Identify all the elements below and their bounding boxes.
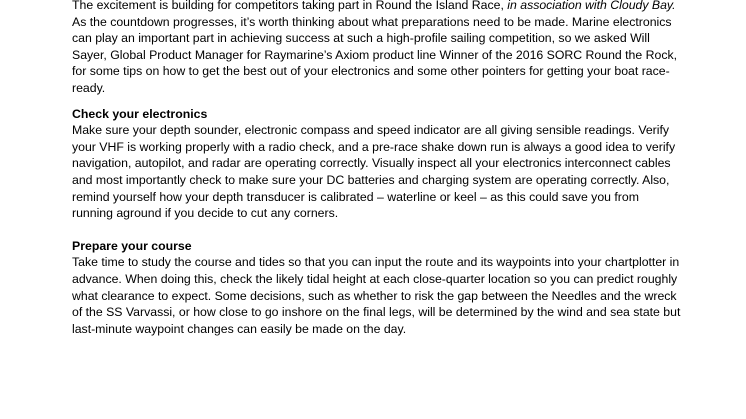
intro-italic-sponsor: in association with Cloudy Bay. [507, 0, 676, 12]
section-spacer [72, 222, 682, 238]
intro-text-start: The excitement is building for competitors taking part in Round the Island Race, [72, 0, 508, 12]
document-page [72, 0, 682, 337]
section-heading-check-electronics: Check your electronics [72, 106, 208, 121]
section-body-prepare-course: Take time to study the course and tides so that you can input the route and its waypoints into your chartplotter in advance. When doing this, check the likely tidal height at each close-quarter location so you can predict roughly what clearance to expect. Some decisions, such as whether to risk the gap between the Needles and the wreck of the SS Varvassi, or how close to go inshore on the final legs, will be determined by the wind and sea state but last-minute waypoint changes can easily be made on the day. [72, 255, 681, 336]
section-heading-prepare-course: Prepare your course [72, 238, 192, 253]
intro-text-end: As the countdown progresses, it’s worth thinking about what preparations need to be made. Marine electronics can play an important part in achieving success at such a high-profile sailing competition, so we asked Will Sayer, Global Product Manager for Raymarine’s Axiom product line Winner of the 2016 SORC Round the Rock, for some tips on how to get the best out of your electronics and some other pointers for getting your boat race-ready. [72, 14, 677, 95]
intro-paragraph [72, 0, 682, 97]
section-spacer [72, 97, 682, 106]
section-body-check-electronics: Make sure your depth sounder, electronic compass and speed indicator are all giving sensible readings. Verify your VHF is working properly with a radio check, and a pre-race shake down run is always a good idea to verify navigation, autopilot, and radar are operating correctly. Visually inspect all your electronics interconnect cables and most importantly check to make sure your DC batteries and charging system are operating correctly. Also, remind yourself how your depth transducer is calibrated – waterline or keel – as this could save you from running aground if you decide to cut any corners. [72, 123, 676, 221]
